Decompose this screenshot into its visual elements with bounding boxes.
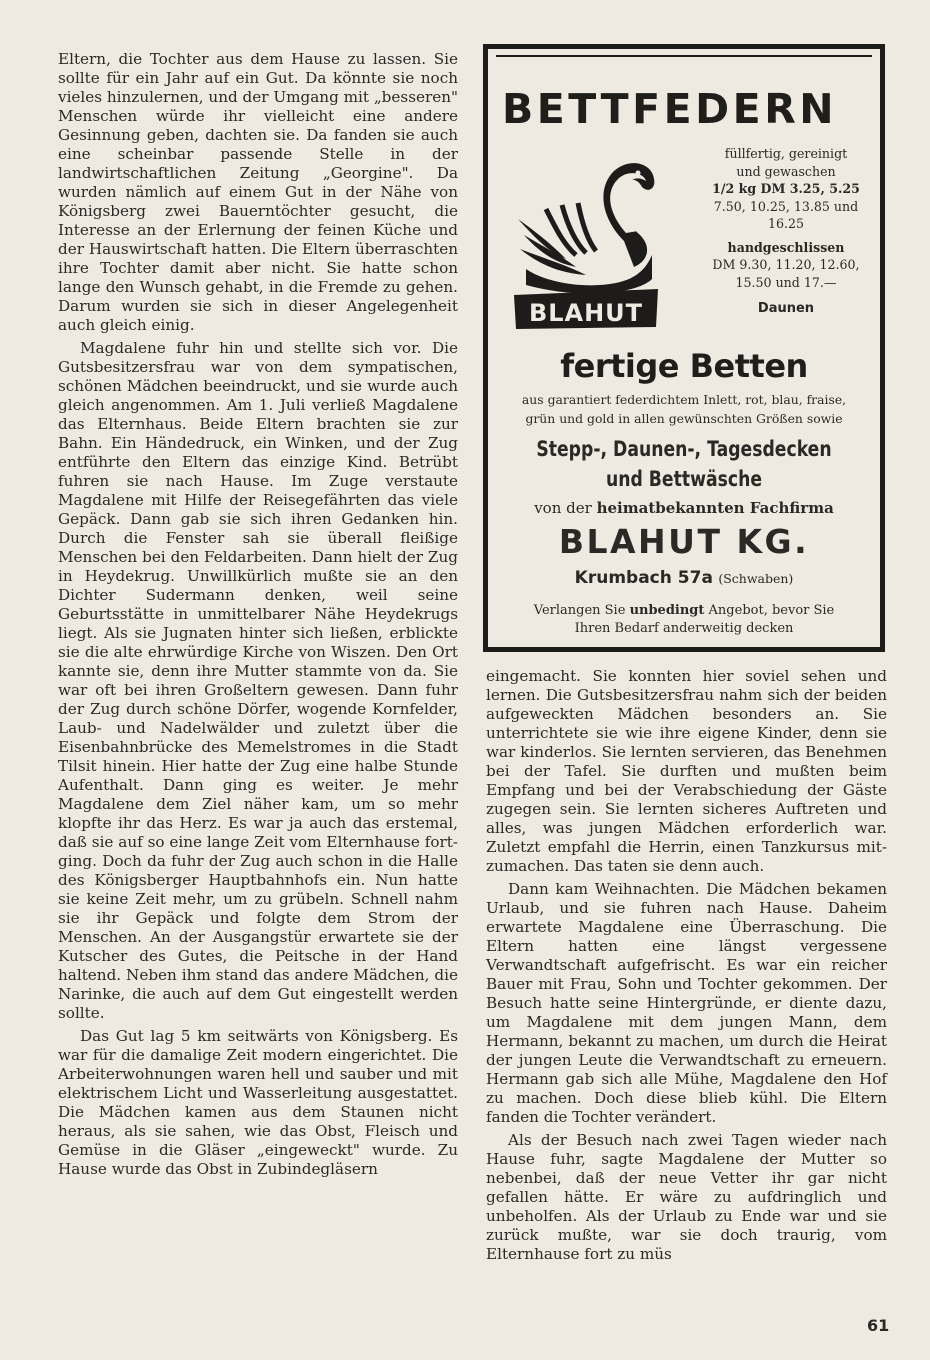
swan-icon bbox=[506, 149, 666, 329]
paragraph: Magdalene fuhr hin und stellte sich vor. Die Gutsbesitzersfrau war von dem sympatischen, schönen Mädchen beeindruckt, und sie wurde auch gleich angenommen. Am 1. Juli verließ Magdalene das Elternhaus. Beide Eltern brachten sie zur Bahn. Ein Händedruck, ein Winken, und der Zug entführte den Eltern das einzige Kind. Betrübt fuhren sie nach Hause. Im Zuge verstaute Magdalene mit Hilfe der Reisegefährten das viele Gepäck. Dann gab sie sich ihren Gedanken hin. Durch die Fenster sah sie überall fleißige Menschen bei den Feldarbeiten. Dann hielt der Zug in Heydekrug. Unwillkürlich mußte sie an den Dichter Sudermann denken, weil seine Geburtsstätte in unmittelbarer Nähe Heydekrugs liegt. Als sie Jugnaten hinter sich ließen, erblickte sie die alte ehrwürdige Kirche von Wiszen. Den Ort kannte sie, denn ihre Mutter stammte von da. Sie war oft bei ihren Großeltern gewesen. Dann fuhr der Zug durch schöne Dörfer, wogende Kornfelder, Laub- und Nadelwälder und zuletzt über die Eisenbahnbrücke des Memelstromes in die Stadt Tilsit hinein. Hier hatte der Zug eine halbe Stunde Aufenthalt. Dann ging es weiter. Je mehr Magdalene dem Ziel näher kam, um so mehr klopfte ihr das Herz. Es war ja auch das erstemal, daß sie auf so eine lange Zeit vom Elternhause fortging. Doch da fuhr der Zug auch schon in die Halle des Königsberger Hauptbahnhofs ein. Nun hatte sie keine Zeit mehr, um zu grübeln. Schnell nahm sie ihr Gepäck und folgte dem Strom der Menschen. An der Ausgangstür erwartete sie der Kutscher des Gutes, die Peitsche in der Hand haltend. Neben ihm stand das andere Mädchen, die Narinke, die auch auf dem Gut eingestellt werden sollte. bbox=[58, 339, 458, 1022]
handgeschlissen-label: handgeschlissen bbox=[727, 239, 845, 255]
note-emphasis: unbedingt bbox=[629, 603, 705, 618]
fabric-description bbox=[496, 390, 872, 428]
price-line: 7.50, 10.25, 13.85 und bbox=[713, 198, 859, 214]
left-text-column bbox=[58, 50, 458, 1179]
ad-headline: BETTFEDERN bbox=[502, 85, 838, 133]
fachfirma-text: heimatbekannten Fachfirma bbox=[596, 499, 834, 517]
firm-address bbox=[496, 568, 872, 588]
note-text: Verlangen Sie bbox=[533, 603, 626, 618]
firm-name: BLAHUT KG. bbox=[558, 522, 810, 561]
region-text: (Schwaben) bbox=[718, 571, 794, 586]
product-line: und Bettwäsche bbox=[605, 467, 763, 491]
fertige-betten-heading: fertige Betten bbox=[560, 347, 808, 385]
paragraph: Das Gut lag 5 km seitwärts von Königsberg. Es war für die damalige Zeit modern eingerichtet. Die Arbeiterwohnungen waren hell und sauber und mit elektrischem Licht und Wasserleitung ausgestattet. Die Mädchen kamen aus dem Staunen nicht heraus, als sie sahen, wie das Obst, Fleisch und Gemüse in die Gläser „eingeweckt" wurde. Zu Hause wurde das Obst in Zubindegläsern bbox=[58, 1027, 458, 1178]
paragraph: eingemacht. Sie konnten hier soviel sehen und lernen. Die Gutsbesitzersfrau nahm sich der beiden aufgeweckten Mädchen besonders an. Sie unterrichtete sie wie ihre eigene Kinder, denn sie war kinderlos. Sie lernten servieren, das Benehmen bei der Tafel. Sie durften und mußten beim Empfang und bei der Verabschiedung der Gäste zugegen sein. Sie lernten sicheres Auftreten und alles, was jungen Mädchen erforderlich war. Zuletzt empfahl die Herrin, einen Tanzkursus mitzumachen. Das taten sie denn auch. bbox=[486, 667, 887, 875]
price-block bbox=[696, 145, 876, 318]
page-number: 61 bbox=[867, 1316, 890, 1335]
paragraph: Als der Besuch nach zwei Tagen wieder nach Hause fuhr, sagte Magdalene der Mutter so nebenbei, daß der neue Vetter ihr gar nicht gefallen hätte. Er wäre zu aufdringlich und unbeholfen. Als der Urlaub zu Ende war und sie zurück mußte, war sie doch traurig, vom Elternhause fort zu müs bbox=[486, 1131, 887, 1263]
von-der-text: von der bbox=[534, 499, 592, 517]
city-text: Krumbach 57a bbox=[574, 568, 713, 588]
price-line: 15.50 und 17.— bbox=[735, 274, 837, 290]
bettfedern-advertisement bbox=[483, 44, 885, 652]
price-line: 1/2 kg DM 3.25, 5.25 bbox=[712, 181, 860, 196]
price-line: und gewaschen bbox=[736, 163, 836, 179]
order-note bbox=[496, 602, 872, 638]
paragraph: Dann kam Weihnachten. Die Mädchen bekamen Urlaub, und sie fuhren nach Hause. Daheim erwartete Magdalene eine Überraschung. Die Eltern hatten eine längst vergessene Verwandtschaft aufgefrischt. Es war ein reicher Bauer mit Frau, Sohn und Tochter gekommen. Der Besuch hatte seine Hintergründe, er diente dazu, um Magdalene mit dem jungen Mann, dem Hermann, bekannt zu machen, um durch die Heirat der jungen Leute die Verwandtschaft zu erneuern. Hermann gab sich alle Mühe, Magdalene den Hof zu machen. Doch diese blieb kühl. Die Eltern fanden die Tochter verändert. bbox=[486, 880, 887, 1126]
logo-brand-text: BLAHUT bbox=[528, 299, 644, 327]
note-text: Angebot, bevor Sie bbox=[708, 603, 835, 618]
note-text: Ihren Bedarf anderweitig decken bbox=[574, 621, 794, 636]
price-line: füllfertig, gereinigt bbox=[724, 146, 848, 161]
daunen-label: Daunen bbox=[757, 301, 815, 316]
product-heading bbox=[530, 434, 838, 494]
right-text-column bbox=[486, 667, 887, 1264]
fabric-line: aus garantiert federdichtem Inlett, rot, blau, fraise, bbox=[521, 392, 847, 407]
price-line: 16.25 bbox=[767, 216, 805, 231]
fabric-line: grün und gold in allen gewünschten Größen sowie bbox=[525, 411, 843, 426]
firm-intro bbox=[496, 499, 872, 517]
price-line: DM 9.30, 11.20, 12.60, bbox=[712, 257, 860, 272]
product-line: Stepp-, Daunen-, Tagesdecken bbox=[536, 437, 832, 461]
paragraph: Eltern, die Tochter aus dem Hause zu lassen. Sie sollte für ein Jahr auf ein Gut. Da könnte sie noch vieles hinzulernen, und der Umgang mit „besseren" Menschen würde ihr vielleicht eine andere Gesinnung geben, dachten sie. Da fanden sie auch eine scheinbar passende Stelle in der landwirtschaftlichen Zeitung „Georgine". Da wurden nämlich auf einem Gut in der Nähe von Königsberg zwei Bauerntöchter gesucht, die Interesse an der Erlernung der feinen Küche und der Hauswirtschaft hatten. Die Eltern überraschten ihre Tochter damit aber nicht. Sie hatte schon lange den Wunsch gehabt, in die Fremde zu gehen. Darum wurden sie sich in dieser Angelegenheit auch gleich einig. bbox=[58, 50, 458, 334]
